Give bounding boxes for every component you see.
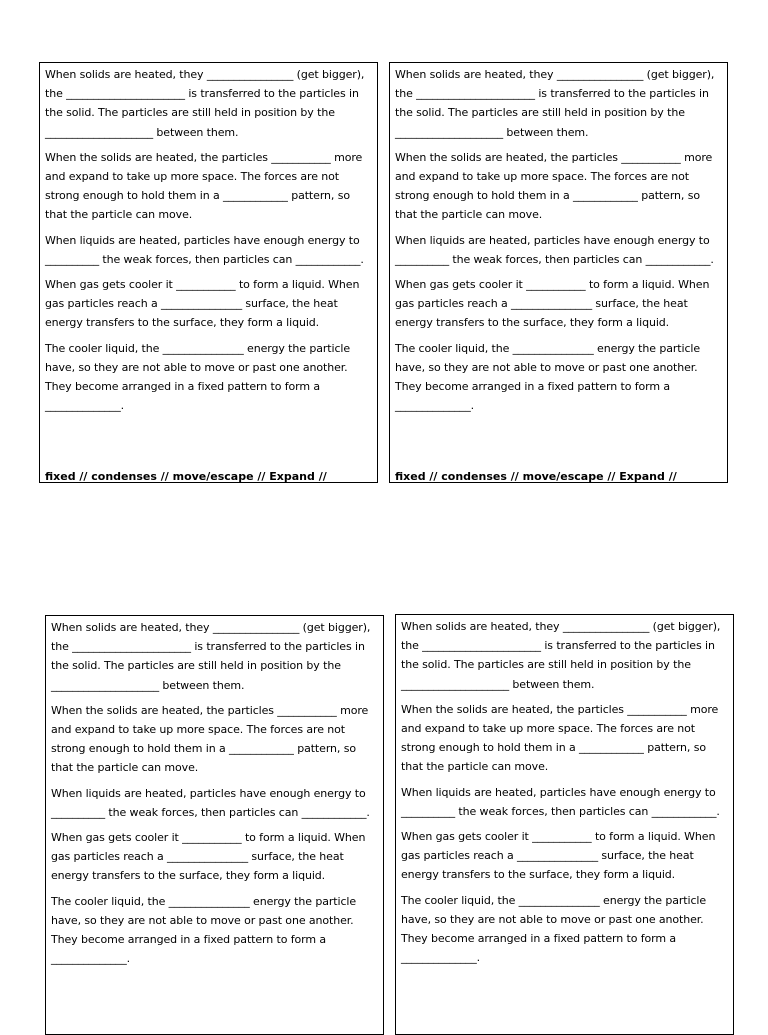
worksheet-card-top-left (39, 62, 378, 483)
paragraph-solids-particles-expand: When the solids are heated, the particles ___________ more and expand to take up more space. The forces are not strong enough to hold them in a ____________ pattern, so that the particle can move. (45, 150, 363, 222)
paragraph-liquids-heated: When liquids are heated, particles have enough energy to __________ the weak forces, then particles can ____________. (45, 233, 364, 266)
paragraph-liquids-heated: When liquids are heated, particles have enough energy to __________ the weak forces, then particles can ____________. (395, 233, 714, 266)
paragraph-solids-particles-expand: When the solids are heated, the particles ___________ more and expand to take up more space. The forces are not strong enough to hold them in a ____________ pattern, so that the particle can move. (51, 703, 369, 775)
paragraph-solids-heated: When solids are heated, they ________________ (get bigger), the ______________________ is transferred to the particles in the solid. The particles are still held in position by the ____________________ between them. (45, 68, 365, 139)
paragraph-solids-heated: When solids are heated, they ________________ (get bigger), the ______________________ is transferred to the particles in the solid. The particles are still held in position by the ____________________ between them. (51, 621, 371, 692)
paragraph-gas-cooler: When gas gets cooler it ___________ to form a liquid. When gas particles reach a _______________ surface, the heat energy transfers to the surface, they form a liquid. (45, 278, 360, 330)
paragraph-liquids-heated: When liquids are heated, particles have enough energy to __________ the weak forces, then particles can ____________. (401, 785, 720, 818)
paragraph-cooler-liquid: The cooler liquid, the _______________ energy the particle have, so they are not able to move or past one another. They become arranged in a fixed pattern to form a ______________. (401, 893, 707, 965)
paragraph-cooler-liquid: The cooler liquid, the _______________ energy the particle have, so they are not able to move or past one another. They become arranged in a fixed pattern to form a ______________. (45, 341, 351, 413)
paragraph-gas-cooler: When gas gets cooler it ___________ to form a liquid. When gas particles reach a _______________ surface, the heat energy transfers to the surface, they form a liquid. (395, 278, 710, 330)
worksheet-card-bottom-right (395, 614, 734, 1035)
paragraph-solids-heated: When solids are heated, they ________________ (get bigger), the ______________________ is transferred to the particles in the solid. The particles are still held in position by the ____________________ between them. (395, 68, 715, 139)
worksheet-card-top-right (389, 62, 728, 483)
paragraph-solids-heated: When solids are heated, they ________________ (get bigger), the ______________________ is transferred to the particles in the solid. The particles are still held in position by the ____________________ between them. (401, 620, 721, 691)
paragraph-cooler-liquid: The cooler liquid, the _______________ energy the particle have, so they are not able to move or past one another. They become arranged in a fixed pattern to form a ______________. (51, 894, 357, 966)
paragraph-gas-cooler: When gas gets cooler it ___________ to form a liquid. When gas particles reach a _______________ surface, the heat energy transfers to the surface, they form a liquid. (401, 830, 716, 882)
paragraph-solids-particles-expand: When the solids are heated, the particles ___________ more and expand to take up more space. The forces are not strong enough to hold them in a ____________ pattern, so that the particle can move. (395, 150, 713, 222)
paragraph-cooler-liquid: The cooler liquid, the _______________ energy the particle have, so they are not able to move or past one another. They become arranged in a fixed pattern to form a ______________. (395, 341, 701, 413)
paragraph-solids-particles-expand: When the solids are heated, the particles ___________ more and expand to take up more space. The forces are not strong enough to hold them in a ____________ pattern, so that the particle can move. (401, 702, 719, 774)
paragraph-liquids-heated: When liquids are heated, particles have enough energy to __________ the weak forces, then particles can ____________. (51, 786, 370, 819)
worksheet-card-bottom-left (45, 615, 384, 1035)
word-bank: fixed // condenses // move/escape // Expand // (45, 470, 327, 483)
paragraph-gas-cooler: When gas gets cooler it ___________ to form a liquid. When gas particles reach a _______________ surface, the heat energy transfers to the surface, they form a liquid. (51, 831, 366, 883)
word-bank: fixed // condenses // move/escape // Expand // (395, 470, 677, 483)
